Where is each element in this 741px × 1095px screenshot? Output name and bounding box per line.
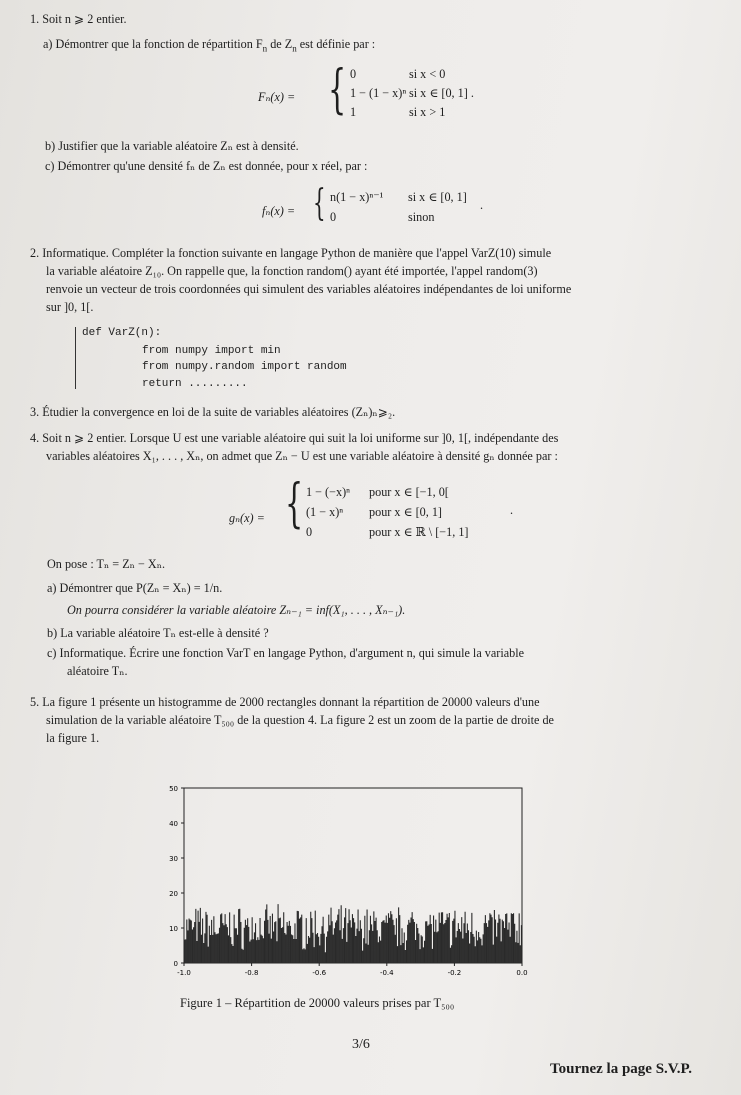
q4-pose: On pose : Tₙ = Zₙ − Xₙ.	[47, 557, 166, 571]
y-tick-label: 20	[169, 890, 178, 898]
q2-line-0: 2. Informatique. Compléter la fonction suivante en langage Python de manière que l'appel VarZ(10) simule	[30, 246, 552, 260]
q2-line-1: la variable aléatoire Z₁₀. On rappelle que, la fonction random() ayant été importée, l'appel random(3)	[46, 264, 538, 278]
fn-lhs: fₙ(x) =	[262, 204, 296, 218]
gn-case-1: (1 − x)ⁿ	[306, 505, 344, 519]
histogram-bin	[185, 904, 522, 963]
gn-dot: .	[510, 503, 514, 517]
gn-case-2: 0	[306, 525, 313, 539]
q2-line-3: sur ]0, 1[.	[46, 300, 94, 314]
q1-c: c) Démontrer qu'une densité fₙ de Zₙ est donnée, pour x réel, par :	[45, 159, 368, 173]
q5-line-2: la figure 1.	[46, 731, 100, 745]
histogram-bars	[185, 904, 522, 963]
histogram-chart	[160, 780, 540, 980]
gn-cond-2: pour x ∈ ℝ \ [−1, 1]	[369, 525, 469, 539]
gn-brace: {	[285, 474, 304, 534]
q5-line-0: 5. La figure 1 présente un histogramme de 2000 rectangles donnant la répartition de 20000 valeurs d'une	[30, 695, 540, 709]
y-tick-label: 0	[173, 960, 178, 968]
Fn-lhs: Fₙ(x) =	[258, 90, 296, 104]
q5-line-1: simulation de la variable aléatoire T₅₀₀ de la question 4. La figure 2 est un zoom de la partie de droite de	[46, 713, 554, 727]
y-tick-label: 10	[169, 925, 178, 933]
code-bar	[75, 327, 76, 389]
y-ticks	[169, 785, 184, 968]
q4-c2: aléatoire Tₙ.	[67, 664, 128, 678]
code-line-0: def VarZ(n):	[82, 327, 162, 339]
q4-b: b) La variable aléatoire Tₙ est-elle à densité ?	[47, 626, 269, 640]
fn-cond-0: si x ∈ [0, 1]	[408, 190, 467, 204]
Fn-brace: {	[328, 60, 347, 120]
q1-a: a) Démontrer que la fonction de répartition $F_n$ de $Z_n$ est définie par :	[43, 37, 376, 54]
y-tick-label: 30	[169, 855, 178, 863]
x-tick-label: -0.4	[379, 969, 394, 977]
q4-a: a) Démontrer que P(Zₙ = Xₙ) = 1/n.	[47, 581, 223, 595]
gn-case-0: 1 − (−x)ⁿ	[306, 485, 350, 499]
x-tick-label: -1.0	[177, 969, 191, 977]
plot-frame	[184, 788, 522, 963]
Fn-case-1: 1 − (1 − x)ⁿ	[350, 86, 407, 100]
fn-brace: {	[313, 183, 326, 224]
gn-lhs: gₙ(x) =	[229, 511, 265, 525]
fn-case-1: 0	[330, 210, 337, 224]
Fn-cond-1: si x ∈ [0, 1] .	[409, 86, 474, 100]
gn-cond-1: pour x ∈ [0, 1]	[369, 505, 442, 519]
footer-note: Tournez la page S.V.P.	[550, 1061, 692, 1077]
q3: 3. Étudier la convergence en loi de la suite de variables aléatoires (Zₙ)ₙ⩾₂.	[30, 405, 396, 419]
Fn-case-0: 0	[350, 67, 357, 81]
Fn-cond-2: si x > 1	[409, 105, 446, 119]
Fn-case-2: 1	[350, 105, 357, 119]
q2-line-2: renvoie un vecteur de trois coordonnées qui simulent des variables aléatoires indépendantes de loi uniforme	[46, 282, 572, 296]
q1-b: b) Justifier que la variable aléatoire Zₙ est à densité.	[45, 139, 299, 153]
code-line-2: from numpy.random import random	[142, 361, 347, 373]
Fn-cond-0: si x < 0	[409, 67, 446, 81]
fn-dot: .	[480, 198, 484, 212]
x-tick-label: -0.6	[312, 969, 327, 977]
x-tick-label: -0.2	[447, 969, 462, 977]
code-line-1: from numpy import min	[142, 345, 281, 357]
gn-cond-0: pour x ∈ [−1, 0[	[369, 485, 449, 499]
figure-caption: Figure 1 – Répartition de 20000 valeurs prises par T₅₀₀	[180, 996, 455, 1010]
q1-intro: 1. Soit n ⩾ 2 entier.	[30, 12, 127, 26]
y-tick-label: 50	[169, 785, 178, 793]
q4-line-0: 4. Soit n ⩾ 2 entier. Lorsque U est une variable aléatoire qui suit la loi uniforme sur ]0, 1[, indépendante des	[30, 431, 559, 445]
fn-case-0: n(1 − x)ⁿ⁻¹	[330, 190, 384, 204]
q4-line-1: variables aléatoires X₁, . . . , Xₙ, on admet que Zₙ − U est une variable aléatoire à densité gₙ donnée par :	[46, 449, 558, 463]
x-tick-label: -0.8	[244, 969, 259, 977]
fn-cond-1: sinon	[408, 210, 435, 224]
q4-a-hint: On pourra considérer la variable aléatoire Zₙ₋₁ = inf(X₁, . . . , Xₙ₋₁).	[67, 603, 406, 617]
page-number: 3/6	[352, 1037, 370, 1052]
y-tick-label: 40	[169, 820, 178, 828]
x-tick-label: 0.0	[516, 969, 528, 977]
code-line-3: return .........	[142, 378, 248, 390]
q4-c1: c) Informatique. Écrire une fonction VarT en langage Python, d'argument n, qui simule la variable	[47, 646, 525, 660]
x-ticks	[177, 963, 527, 977]
